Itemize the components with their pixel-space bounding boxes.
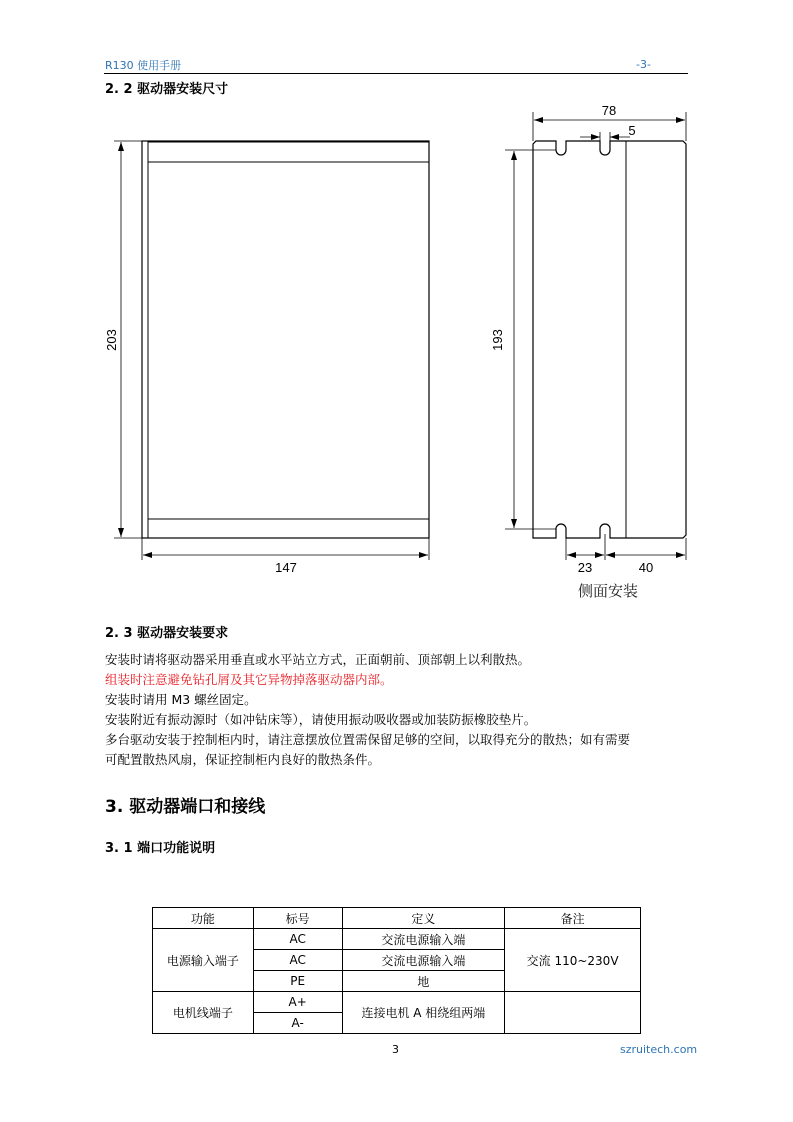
requirement-line-warning: 组装时注意避免钻孔屑及其它异物掉落驱动器内部。 bbox=[105, 672, 393, 687]
table-row bbox=[153, 929, 641, 950]
table-header: 定义 bbox=[342, 908, 505, 929]
side-height-label: 193 bbox=[490, 329, 505, 351]
header-page-number: -3- bbox=[636, 58, 651, 71]
front-width-label: 147 bbox=[275, 560, 297, 575]
motor-definition-cell: 连接电机 A 相绕组两端 bbox=[342, 992, 505, 1034]
table-row bbox=[153, 992, 641, 1013]
front-view-outline bbox=[142, 141, 429, 538]
section-3-1-title: 3. 1 端口功能说明 bbox=[105, 841, 216, 856]
port-function-table bbox=[152, 907, 641, 1034]
table-header: 备注 bbox=[505, 908, 641, 929]
front-height-label: 203 bbox=[104, 329, 119, 351]
section-3-title: 3. 驱动器端口和接线 bbox=[105, 797, 266, 817]
motor-note-cell bbox=[505, 992, 641, 1034]
label-cell: AC bbox=[253, 929, 342, 950]
side-bottom-right-label: 40 bbox=[638, 560, 654, 575]
power-note-cell: 交流 110~230V bbox=[505, 929, 641, 992]
requirement-line: 安装附近有振动源时（如冲钻床等），请使用振动吸收器或加装防振橡胶垫片。 bbox=[105, 712, 537, 727]
requirement-line: 安装时请将驱动器采用垂直或水平站立方式，正面朝前、顶部朝上以利散热。 bbox=[105, 652, 531, 667]
motor-func-cell: 电机线端子 bbox=[153, 992, 254, 1034]
section-2-3-title: 2. 3 驱动器安装要求 bbox=[105, 626, 229, 641]
requirement-line: 多台驱动安装于控制柜内时，请注意摆放位置需保留足够的空间，以取得充分的散热；如有需要 bbox=[105, 732, 631, 747]
table-header: 功能 bbox=[153, 908, 254, 929]
side-slot-width-label: 5 bbox=[628, 123, 636, 138]
label-cell: A- bbox=[253, 1013, 342, 1034]
requirement-line: 安装时请用 M3 螺丝固定。 bbox=[105, 692, 257, 707]
label-cell: PE bbox=[253, 971, 342, 992]
front-view-top-band bbox=[148, 142, 429, 162]
power-input-func-cell: 电源输入端子 bbox=[153, 929, 254, 992]
side-view-caption: 侧面安装 bbox=[577, 582, 639, 600]
definition-cell: 地 bbox=[342, 971, 505, 992]
side-total-width-label: 78 bbox=[601, 103, 617, 118]
definition-cell: 交流电源输入端 bbox=[342, 950, 505, 971]
table-header: 标号 bbox=[253, 908, 342, 929]
definition-cell: 交流电源输入端 bbox=[342, 929, 505, 950]
footer-page-number: 3 bbox=[392, 1043, 399, 1056]
side-bottom-left-label: 23 bbox=[577, 560, 593, 575]
label-cell: AC bbox=[253, 950, 342, 971]
install-requirements bbox=[105, 650, 695, 770]
footer-website: szruitech.com bbox=[620, 1043, 698, 1056]
requirement-line: 可配置散热风扇，保证控制柜内良好的散热条件。 bbox=[105, 752, 381, 767]
header-title: R130 使用手册 bbox=[105, 59, 182, 72]
label-cell: A+ bbox=[253, 992, 342, 1013]
section-2-2-title: 2. 2 驱动器安装尺寸 bbox=[105, 82, 229, 97]
side-view-outline bbox=[533, 141, 686, 538]
table-header-row bbox=[153, 908, 641, 929]
